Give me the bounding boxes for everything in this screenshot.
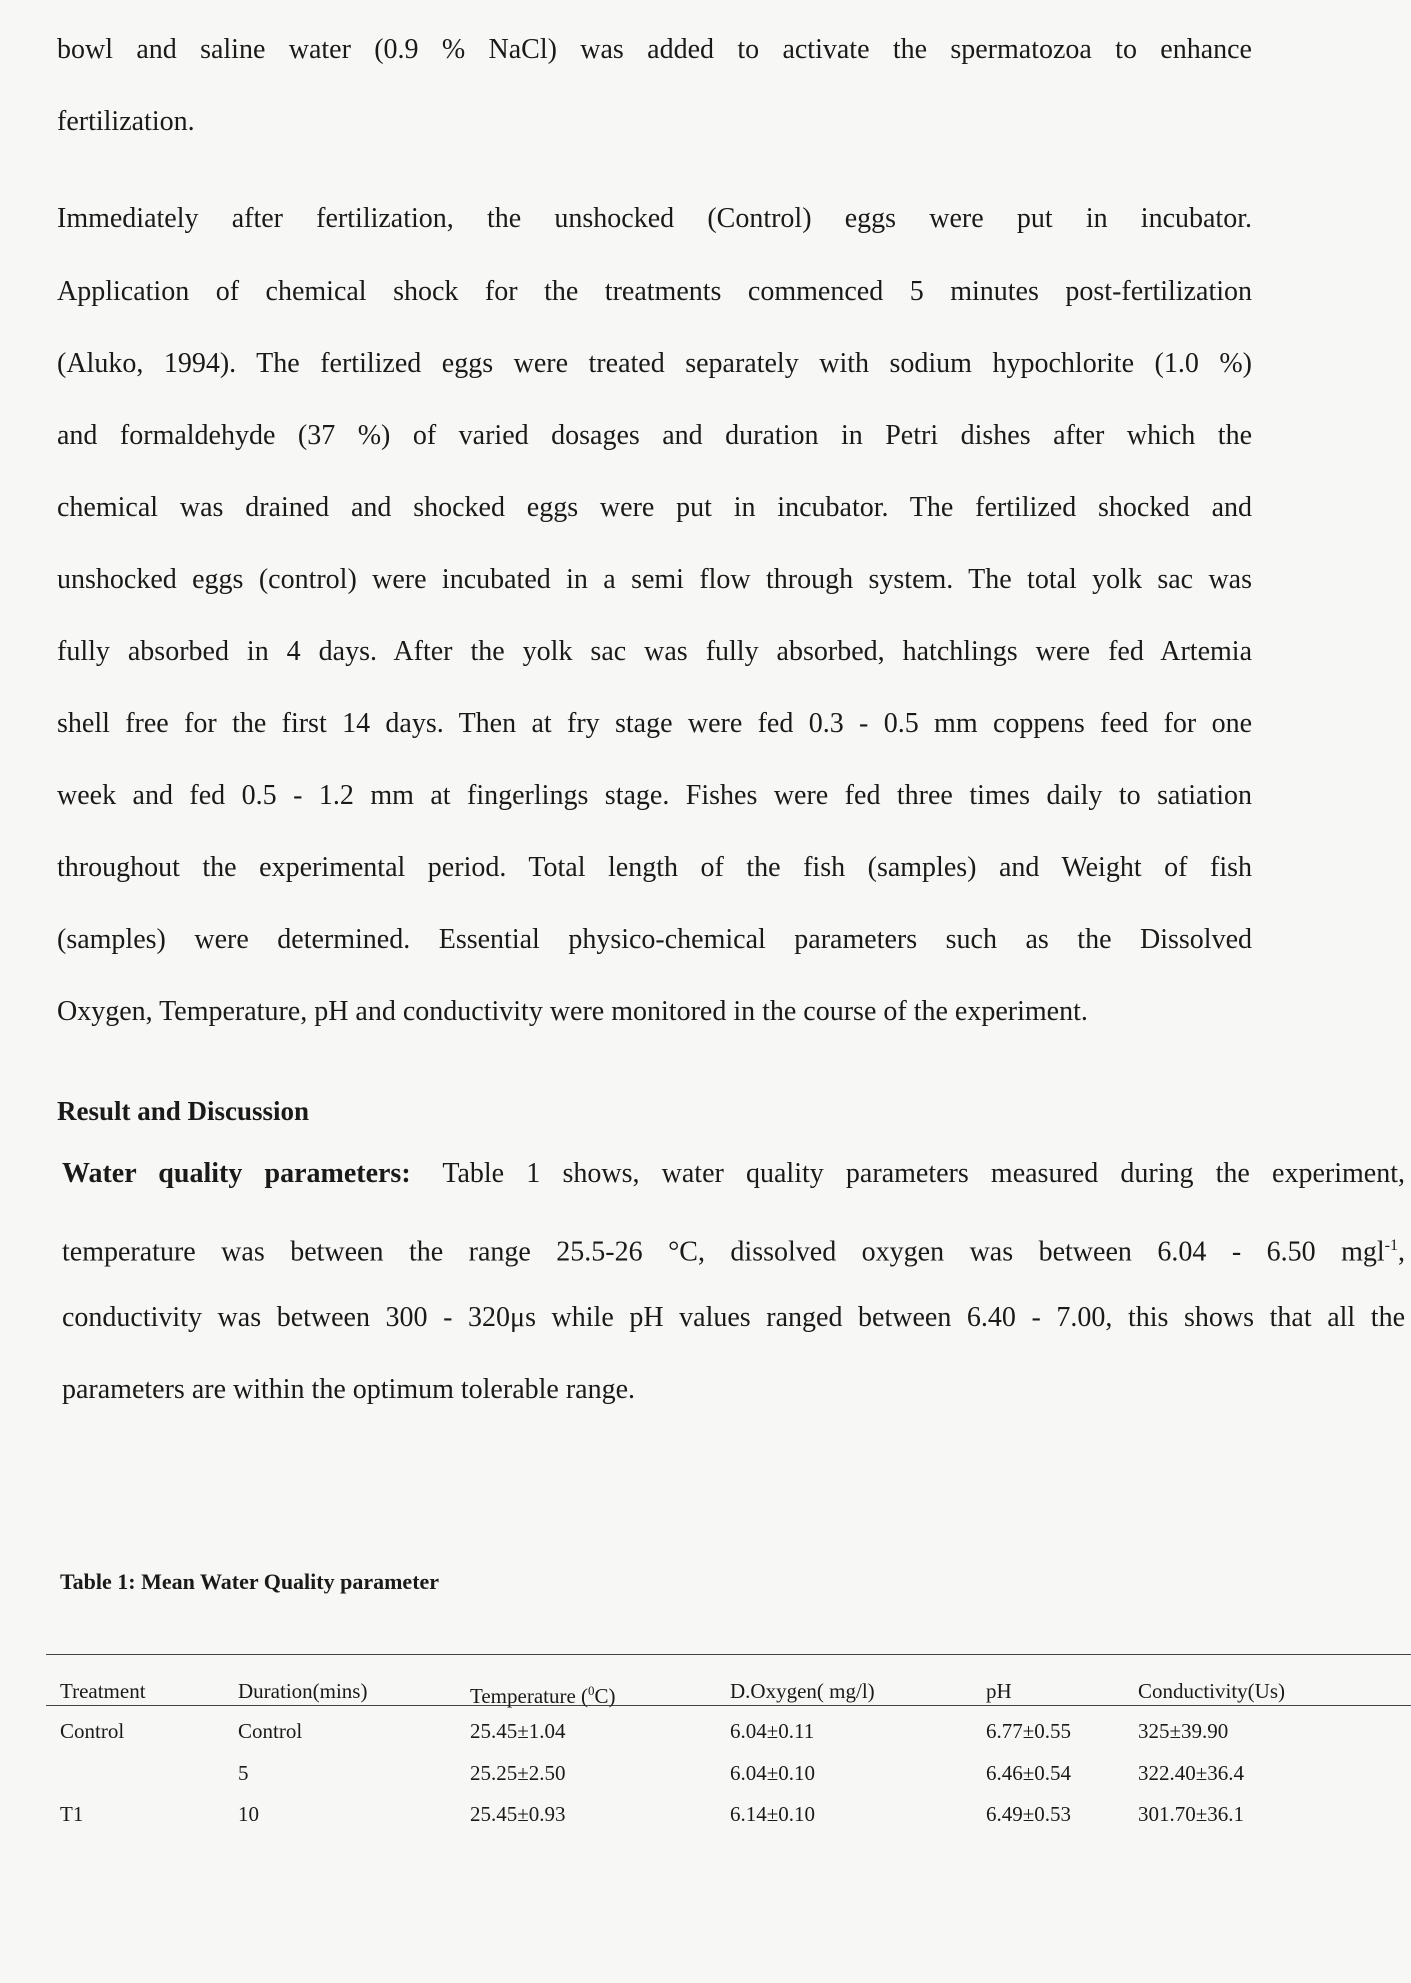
paragraph-line: fertilization. bbox=[57, 106, 195, 137]
superscript: -1 bbox=[1384, 1237, 1398, 1254]
table-cell: 25.25±2.50 bbox=[470, 1761, 566, 1785]
table-cell: Control bbox=[60, 1719, 125, 1743]
table-top-rule bbox=[46, 1654, 1411, 1655]
water-quality-line bbox=[62, 1229, 1405, 1269]
paragraph-line: Immediately after fertilization, the unshocked (Control) eggs were put in incubator. bbox=[57, 203, 1252, 234]
table-header-duration: Duration(mins) bbox=[238, 1679, 368, 1703]
paragraph-line: bowl and saline water (0.9 % NaCl) was added to activate the spermatozoa to enhance bbox=[57, 34, 1252, 65]
table-cell: 25.45±0.93 bbox=[470, 1802, 566, 1826]
paragraph-line: (Aluko, 1994). The fertilized eggs were treated separately with sodium hypochlorite (1.0 %) bbox=[57, 348, 1252, 379]
superscript: 0 bbox=[588, 1683, 595, 1698]
water-quality-line bbox=[62, 1157, 1405, 1191]
table-header-ph: pH bbox=[986, 1679, 1012, 1703]
table-cell: 5 bbox=[238, 1761, 249, 1785]
table-cell: 6.14±0.10 bbox=[730, 1802, 816, 1826]
table-cell: 6.49±0.53 bbox=[986, 1802, 1072, 1826]
paragraph-line: Application of chemical shock for the treatments commenced 5 minutes post-fertilization bbox=[57, 276, 1252, 307]
table-cell: 6.04±0.10 bbox=[730, 1761, 816, 1785]
water-quality-text: , bbox=[1398, 1236, 1405, 1268]
paragraph-line: (samples) were determined. Essential physico-chemical parameters such as the Dissolved bbox=[57, 924, 1252, 955]
section-heading: Result and Discussion bbox=[57, 1096, 310, 1126]
table-header-doxygen: D.Oxygen( mg/l) bbox=[730, 1679, 875, 1703]
water-quality-text: Table 1 shows, water quality parameters measured during the experiment, bbox=[442, 1158, 1405, 1189]
water-quality-line: conductivity was between 300 - 320μs while pH values ranged between 6.40 - 7.00, this shows that all the bbox=[62, 1302, 1405, 1333]
temperature-label: C) bbox=[594, 1684, 616, 1708]
table-cell: T1 bbox=[60, 1802, 84, 1826]
paragraph-line: throughout the experimental period. Total length of the fish (samples) and Weight of fish bbox=[57, 852, 1252, 883]
table-cell: 6.04±0.11 bbox=[730, 1719, 815, 1743]
table-cell: 6.77±0.55 bbox=[986, 1719, 1072, 1743]
table-header-treatment: Treatment bbox=[60, 1679, 146, 1703]
paragraph-line: and formaldehyde (37 %) of varied dosages and duration in Petri dishes after which the bbox=[57, 420, 1252, 451]
table-cell: Control bbox=[238, 1719, 303, 1743]
table-header-rule bbox=[46, 1705, 1411, 1706]
paragraph-line: unshocked eggs (control) were incubated in a semi flow through system. The total yolk sac was bbox=[57, 564, 1252, 595]
paragraph-line: fully absorbed in 4 days. After the yolk sac was fully absorbed, hatchlings were fed Artemia bbox=[57, 636, 1252, 667]
table-title: Table 1: Mean Water Quality parameter bbox=[60, 1569, 440, 1594]
water-quality-label: Water quality parameters: bbox=[62, 1158, 411, 1189]
table-cell: 6.46±0.54 bbox=[986, 1761, 1072, 1785]
paragraph-line: shell free for the first 14 days. Then at fry stage were fed 0.3 - 0.5 mm coppens feed for one bbox=[57, 708, 1252, 739]
table-cell: 322.40±36.4 bbox=[1138, 1761, 1245, 1785]
table-header-temperature bbox=[470, 1678, 616, 1709]
table-cell: 301.70±36.1 bbox=[1138, 1802, 1245, 1826]
paragraph-line: chemical was drained and shocked eggs were put in incubator. The fertilized shocked and bbox=[57, 492, 1252, 523]
paragraph-line: Oxygen, Temperature, pH and conductivity were monitored in the course of the experiment. bbox=[57, 996, 1088, 1027]
table-cell: 325±39.90 bbox=[1138, 1719, 1229, 1743]
temperature-label: Temperature ( bbox=[470, 1684, 589, 1708]
water-quality-text: temperature was between the range 25.5-26 °C, dissolved oxygen was between 6.04 - 6.50 mgl bbox=[62, 1236, 1385, 1268]
paragraph-line: week and fed 0.5 - 1.2 mm at fingerlings stage. Fishes were fed three times daily to satiation bbox=[57, 780, 1252, 811]
table-cell: 10 bbox=[238, 1802, 259, 1826]
table-header-conductivity: Conductivity(Us) bbox=[1138, 1679, 1285, 1703]
table-cell: 25.45±1.04 bbox=[470, 1719, 566, 1743]
water-quality-line: parameters are within the optimum tolerable range. bbox=[62, 1374, 636, 1405]
